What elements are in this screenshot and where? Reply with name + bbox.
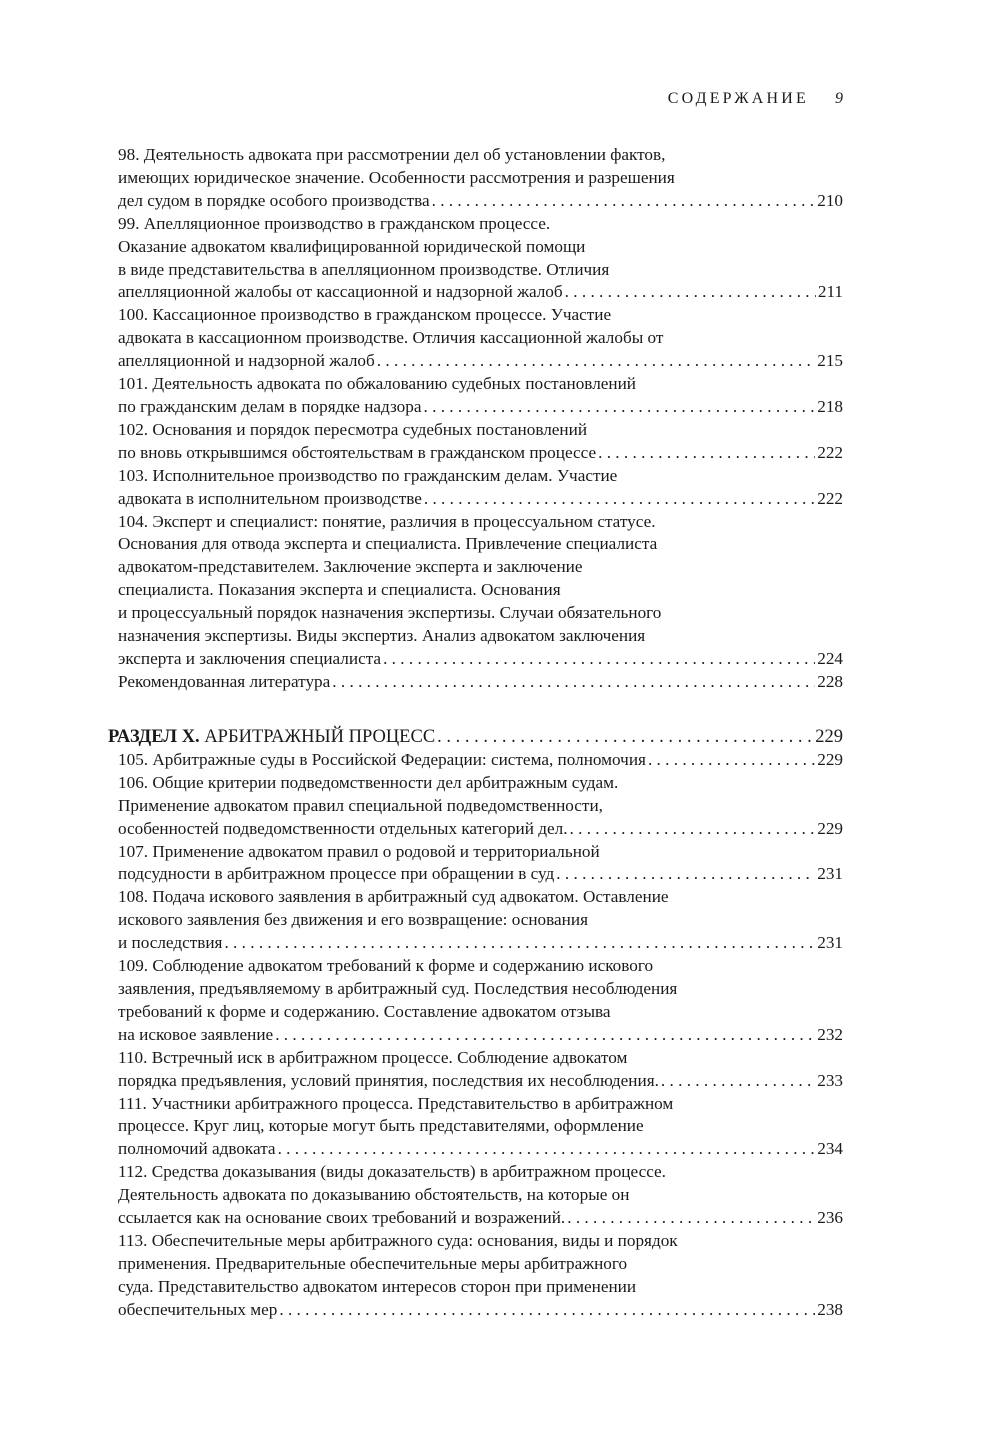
- toc-entry-text: 105. Арбитражные суды в Российской Федерации: система, полномочия: [118, 749, 646, 769]
- toc-entry-line: [118, 772, 843, 795]
- toc-entry-text: 104. Эксперт и специалист: понятие, различия в процессуальном статусе.: [118, 511, 656, 531]
- toc-entry-line: [118, 1047, 843, 1070]
- toc-entry-line: [118, 556, 843, 579]
- toc-entry-text: 110. Встречный иск в арбитражном процессе. Соблюдение адвокатом: [118, 1047, 628, 1067]
- toc-entry-page: 232: [817, 1024, 843, 1044]
- toc-entry-line: [118, 465, 843, 488]
- toc-entry-page: 218: [817, 396, 843, 416]
- toc-entry-page: 234: [817, 1139, 843, 1159]
- toc-entry-text: полномочий адвоката: [118, 1139, 276, 1159]
- toc-entry-text: в виде представительства в апелляционном производстве. Отличия: [118, 259, 610, 279]
- dot-leader: [275, 1024, 815, 1047]
- dot-leader: [424, 396, 816, 419]
- toc-entry-line: [118, 795, 843, 818]
- dot-leader: [224, 932, 815, 955]
- toc-entry-page: 222: [817, 442, 843, 462]
- toc-entry-text: заявления, предъявляемому в арбитражный суд. Последствия несоблюдения: [118, 978, 678, 998]
- toc-entry-line: [118, 1138, 843, 1161]
- toc-entry-text: дел судом в порядке особого производства: [118, 190, 430, 210]
- toc-entry-page: 228: [817, 671, 843, 691]
- toc-entry-line: [118, 373, 843, 396]
- toc-entry: [118, 886, 843, 955]
- running-head-title: СОДЕРЖАНИЕ: [667, 90, 809, 107]
- toc-entry-line: [118, 841, 843, 864]
- toc-entry-page: 236: [817, 1208, 843, 1228]
- toc-entry-page: 238: [817, 1299, 843, 1319]
- toc-entry-line: [118, 1207, 843, 1230]
- toc-entry-page: 215: [817, 351, 843, 371]
- dot-leader: [565, 281, 816, 304]
- toc-entry-line: [118, 236, 843, 259]
- toc-entry-line: [118, 955, 843, 978]
- toc-entry-text: 109. Соблюдение адвокатом требований к форме и содержанию искового: [118, 956, 654, 976]
- toc-entry: [118, 373, 843, 419]
- dot-leader: [570, 818, 816, 841]
- toc-entry-line: [118, 396, 843, 419]
- toc-entry-text: порядка предъявления, условий принятия, последствия их несоблюдения.: [118, 1070, 659, 1090]
- toc-entry-page: 224: [817, 648, 843, 668]
- page-number: 9: [835, 90, 843, 107]
- toc-entry-line: [118, 1161, 843, 1184]
- toc-entry-text: по гражданским делам в порядке надзора: [118, 396, 422, 416]
- dot-leader: [377, 350, 815, 373]
- toc-entry-text: 107. Применение адвокатом правил о родовой и территориальной: [118, 841, 600, 861]
- dot-leader: [437, 726, 813, 749]
- toc-entry-text: требований к форме и содержанию. Составление адвокатом отзыва: [118, 1001, 611, 1021]
- toc-entry-page: 231: [817, 933, 843, 953]
- toc-entry-text: на исковое заявление: [118, 1024, 274, 1044]
- toc-entry: [118, 144, 843, 213]
- toc-entry-text: Основания для отвода эксперта и специалиста. Привлечение специалиста: [118, 534, 658, 554]
- toc-entry-page: 210: [817, 190, 843, 210]
- toc-entry: [118, 955, 843, 1047]
- toc-entry-line: [118, 625, 843, 648]
- toc-entry-text: имеющих юридическое значение. Особенности рассмотрения и разрешения: [118, 167, 675, 187]
- toc-entry-text: 99. Апелляционное производство в гражданском процессе.: [118, 213, 551, 233]
- toc-entry: [118, 671, 843, 694]
- toc-entry: [118, 1047, 843, 1093]
- toc-entry-line: [118, 909, 843, 932]
- toc-entry-text: Рекомендованная литература: [118, 671, 331, 691]
- toc-entry-page: 229: [817, 749, 843, 769]
- toc-entry-text: апелляционной жалобы от кассационной и надзорной жалоб: [118, 282, 563, 302]
- toc-list-top: [118, 144, 843, 694]
- toc-entry-text: 112. Средства доказывания (виды доказательств) в арбитражном процессе.: [118, 1162, 666, 1182]
- toc-entry-text: 100. Кассационное производство в гражданском процессе. Участие: [118, 305, 612, 325]
- toc-entry-page: 233: [817, 1070, 843, 1090]
- section-title: АРБИТРАЖНЫЙ ПРОЦЕСС: [204, 727, 436, 747]
- toc-entry-text: ссылается как на основание своих требований и возражений.: [118, 1208, 566, 1228]
- toc-entry-line: [118, 190, 843, 213]
- dot-leader: [383, 648, 815, 671]
- toc-entry: [118, 1161, 843, 1230]
- toc-entry-text: 102. Основания и порядок пересмотра судебных постановлений: [118, 419, 588, 439]
- toc-entry-line: [118, 533, 843, 556]
- toc-entry-text: 106. Общие критерии подведомственности дел арбитражным судам.: [118, 772, 619, 792]
- toc-entry: [118, 213, 843, 305]
- dot-leader: [567, 1207, 815, 1230]
- dot-leader: [598, 442, 815, 465]
- toc-entry-text: эксперта и заключения специалиста: [118, 648, 382, 668]
- toc-entry-line: [118, 863, 843, 886]
- toc-entry-line: [118, 350, 843, 373]
- toc-entry-line: [118, 1276, 843, 1299]
- dot-leader: [278, 1138, 816, 1161]
- toc-entry-page: 231: [817, 864, 843, 884]
- toc-entry-line: [118, 602, 843, 625]
- dot-leader: [332, 671, 815, 694]
- toc-entry-line: [118, 579, 843, 602]
- toc-entry-text: и процессуальный порядок назначения экспертизы. Случаи обязательного: [118, 603, 662, 623]
- toc-entry-line: [118, 1299, 843, 1322]
- toc-entry-text: адвоката в кассационном производстве. Отличия кассационной жалобы от: [118, 328, 664, 348]
- toc-entry: [118, 511, 843, 671]
- dot-leader: [279, 1299, 815, 1322]
- toc-entry-line: [118, 749, 843, 772]
- toc-entry-line: [118, 488, 843, 511]
- toc-entry-line: [118, 671, 843, 694]
- dot-leader: [648, 749, 815, 772]
- toc-entry-line: [118, 281, 843, 304]
- toc-entry-line: [118, 1230, 843, 1253]
- toc-entry-text: апелляционной и надзорной жалоб: [118, 351, 375, 371]
- toc-entry-text: 101. Деятельность адвоката по обжалованию судебных постановлений: [118, 374, 636, 394]
- toc-entry: [118, 1230, 843, 1322]
- toc-entry-line: [118, 213, 843, 236]
- toc-entry-line: [118, 1024, 843, 1047]
- toc-entry-page: 222: [817, 488, 843, 508]
- toc-entry-text: и последствия: [118, 933, 223, 953]
- toc-entry-line: [118, 304, 843, 327]
- dot-leader: [556, 863, 815, 886]
- toc-entry-line: [118, 978, 843, 1001]
- toc-entry-line: [118, 259, 843, 282]
- toc-entry-line: [118, 818, 843, 841]
- toc-entry: [118, 304, 843, 373]
- toc-entry-text: обеспечительных мер: [118, 1299, 278, 1319]
- toc-entry-line: [118, 886, 843, 909]
- toc-entry-text: 111. Участники арбитражного процесса. Представительство в арбитражном: [118, 1093, 674, 1113]
- toc-entry-text: Применение адвокатом правил специальной подведомственности,: [118, 795, 603, 815]
- toc-entry-line: [118, 1184, 843, 1207]
- toc-entry-line: [118, 1253, 843, 1276]
- toc-entry-text: подсудности в арбитражном процессе при обращении в суд: [118, 864, 555, 884]
- section-page: 229: [815, 727, 843, 747]
- toc-entry-text: по вновь открывшимся обстоятельствам в гражданском процессе: [118, 442, 597, 462]
- toc-entry-text: особенностей подведомственности отдельных категорий дел.: [118, 818, 568, 838]
- toc-entry: [118, 1093, 843, 1162]
- toc-entry: [118, 419, 843, 465]
- toc-list-section: [108, 749, 843, 1322]
- toc-entry-line: [118, 144, 843, 167]
- toc-entry-text: 113. Обеспечительные меры арбитражного суда: основания, виды и порядок: [118, 1230, 678, 1250]
- toc-entry-text: искового заявления без движения и его возвращение: основания: [118, 910, 588, 930]
- dot-leader: [661, 1070, 815, 1093]
- toc-entry-line: [118, 442, 843, 465]
- toc-entry: [118, 749, 843, 772]
- toc-entry-text: адвоката в исполнительном производстве: [118, 488, 422, 508]
- toc-entry-line: [118, 932, 843, 955]
- toc-entry-text: Оказание адвокатом квалифицированной юридической помощи: [118, 236, 586, 256]
- toc-entry-text: назначения экспертизы. Виды экспертиз. Анализ адвокатом заключения: [118, 626, 646, 646]
- toc-entry-text: адвокатом-представителем. Заключение эксперта и заключение: [118, 557, 583, 577]
- running-head: [668, 90, 843, 108]
- toc-entry-text: применения. Предварительные обеспечительные меры арбитражного: [118, 1253, 628, 1273]
- toc-entry-line: [118, 1115, 843, 1138]
- toc-section-x: [108, 726, 843, 1322]
- toc-entry: [118, 465, 843, 511]
- toc-entry-line: [118, 1093, 843, 1116]
- toc-entry-line: [118, 327, 843, 350]
- toc-entry-line: [118, 1070, 843, 1093]
- toc-entry-page: 211: [817, 282, 843, 302]
- toc-entry-text: процессе. Круг лиц, которые могут быть представителями, оформление: [118, 1116, 644, 1136]
- toc-entry-text: 103. Исполнительное производство по гражданским делам. Участие: [118, 465, 618, 485]
- section-heading: [108, 726, 843, 749]
- toc-entry-line: [118, 419, 843, 442]
- toc-entry-text: 108. Подача искового заявления в арбитражный суд адвокатом. Оставление: [118, 887, 669, 907]
- toc-entry: [118, 841, 843, 887]
- toc-entry: [118, 772, 843, 841]
- toc-entry-line: [118, 648, 843, 671]
- toc-entry-page: 229: [817, 818, 843, 838]
- toc-entry-line: [118, 167, 843, 190]
- toc-entry-text: специалиста. Показания эксперта и специалиста. Основания: [118, 580, 561, 600]
- toc-entry-text: суда. Представительство адвокатом интересов сторон при применении: [118, 1276, 637, 1296]
- section-label: РАЗДЕЛ X.: [108, 727, 200, 747]
- toc-entry-line: [118, 1001, 843, 1024]
- dot-leader: [424, 488, 815, 511]
- toc-entry-line: [118, 511, 843, 534]
- dot-leader: [432, 190, 816, 213]
- toc-entry-text: 98. Деятельность адвоката при рассмотрении дел об установлении фактов,: [118, 145, 666, 164]
- toc-entry-text: Деятельность адвоката по доказыванию обстоятельств, на которые он: [118, 1185, 630, 1205]
